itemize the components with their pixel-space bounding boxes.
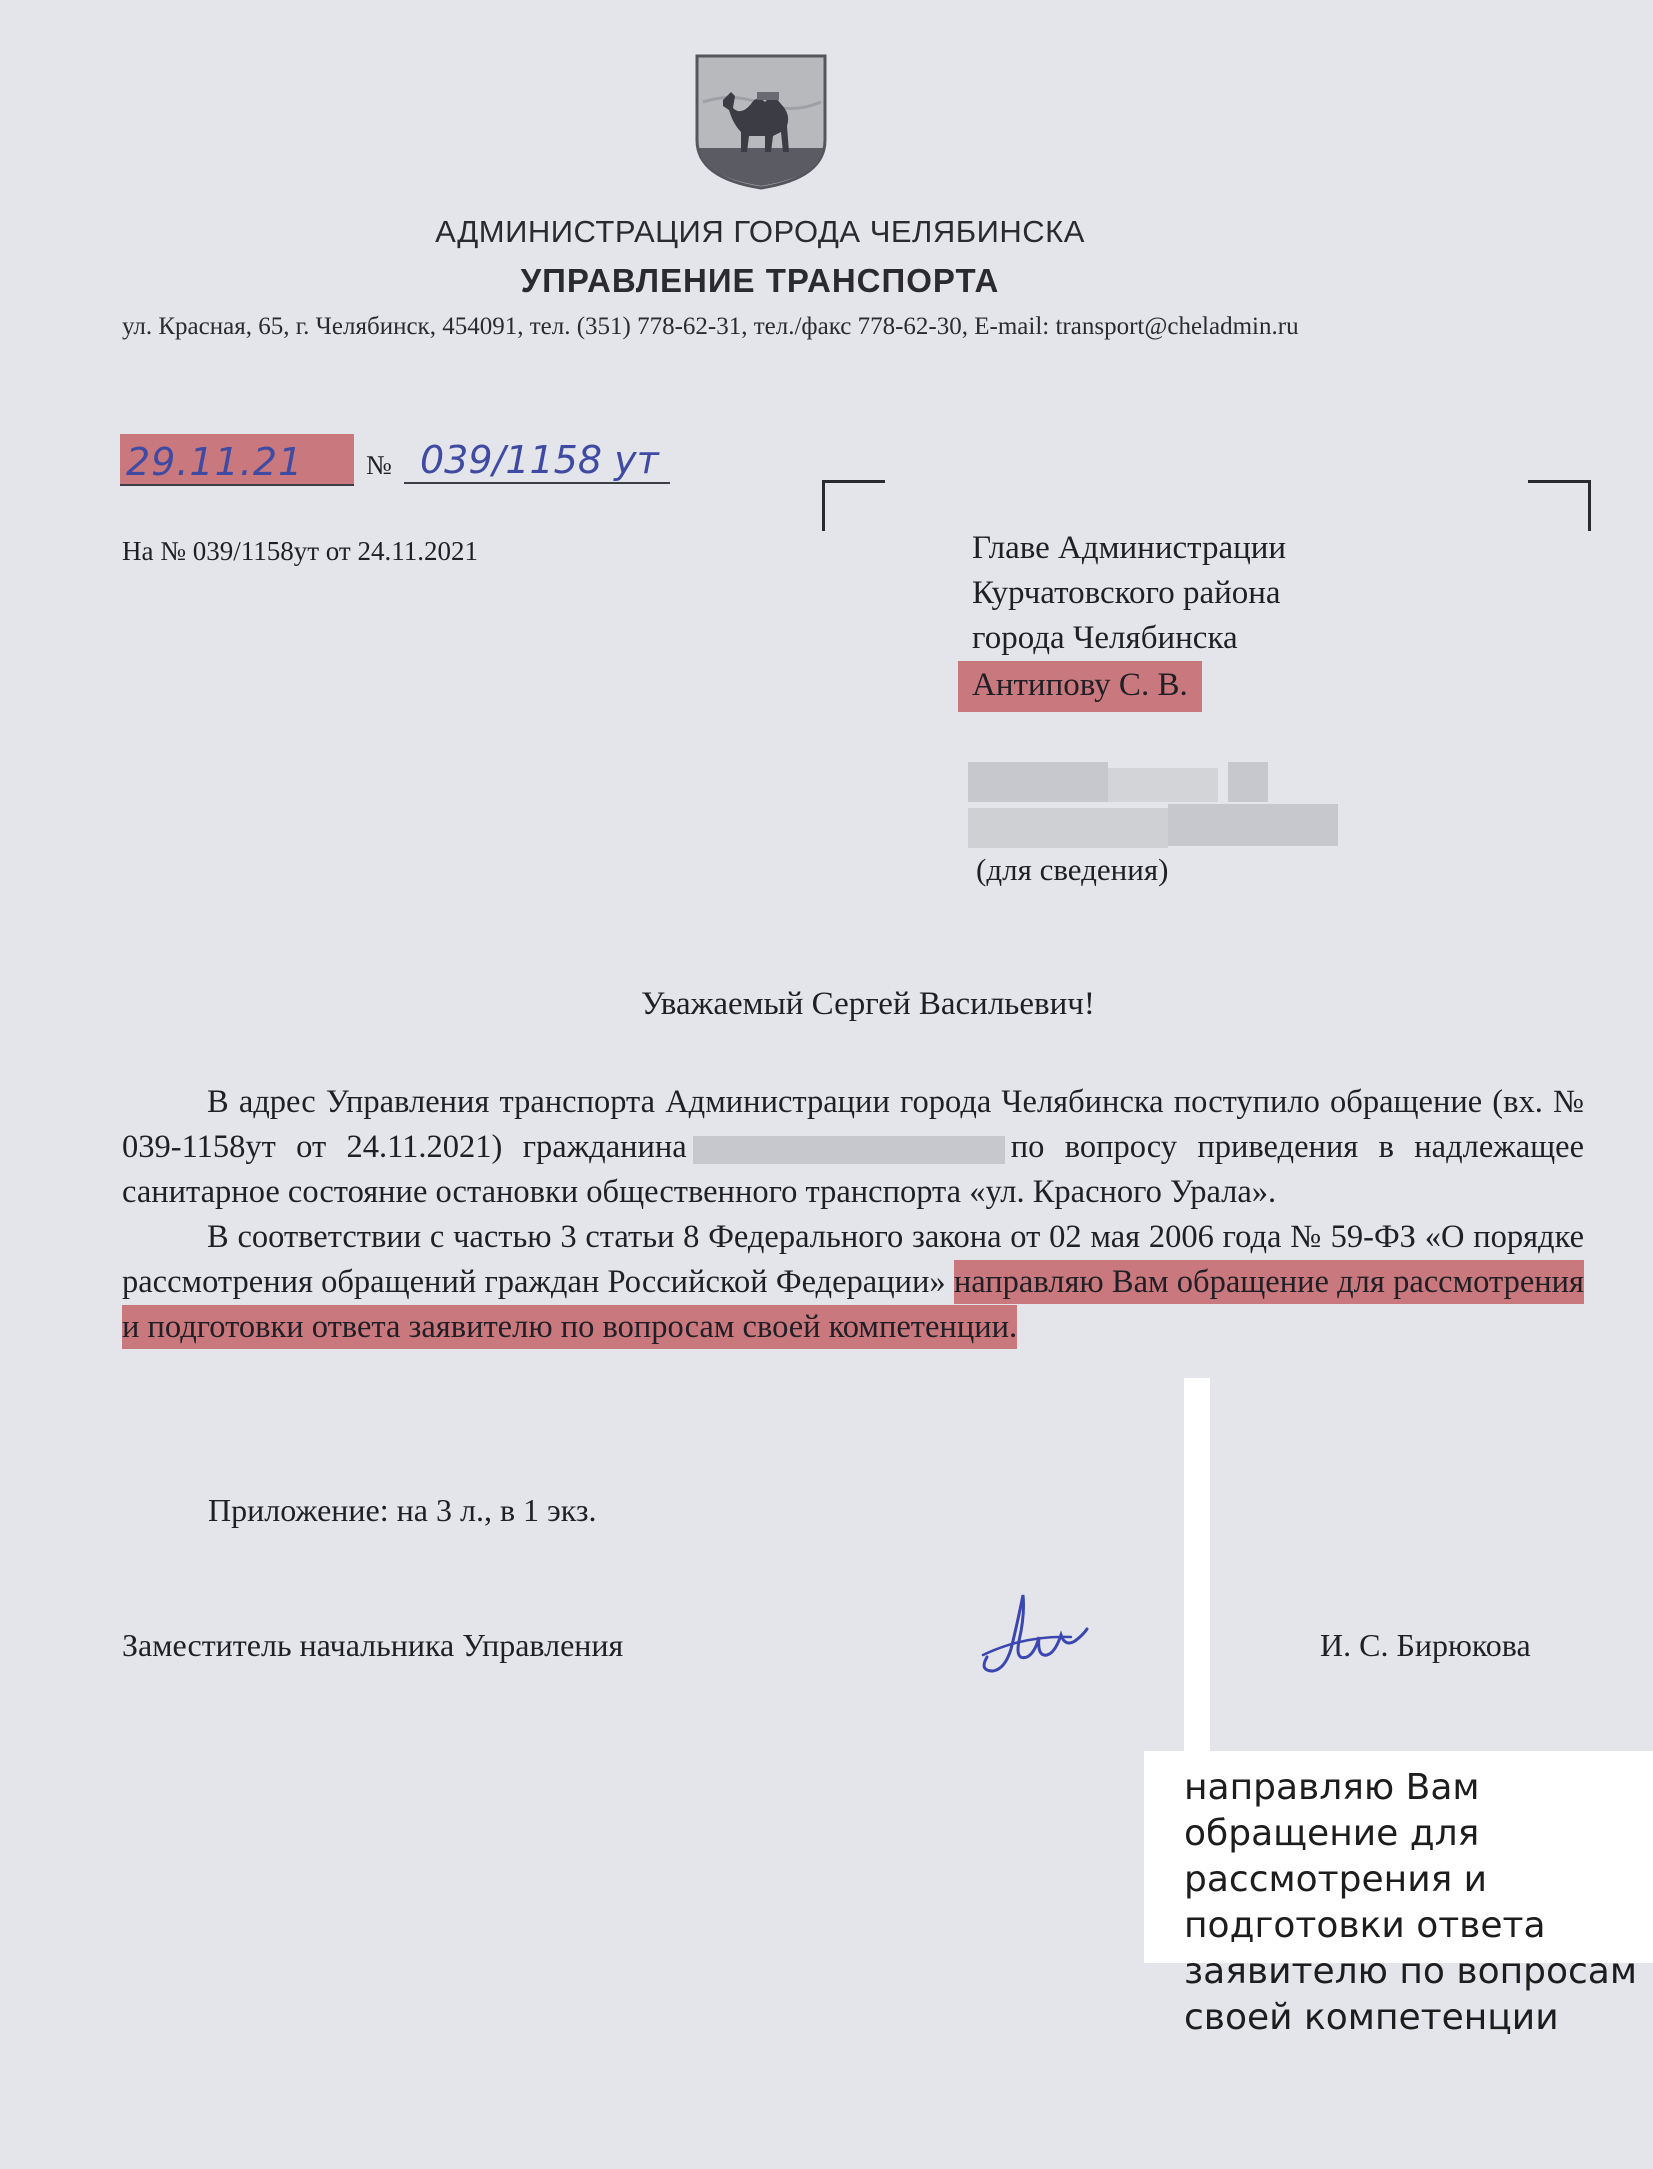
addressee-name: Антипову С. В.: [958, 661, 1202, 712]
addressee-block: [972, 526, 1286, 712]
addressee-line-1: Главе Администрации: [972, 530, 1287, 566]
redacted-citizen-name: [693, 1136, 1005, 1164]
number-sign: №: [366, 450, 392, 480]
organization-name: АДМИНИСТРАЦИЯ ГОРОДА ЧЕЛЯБИНСКА: [435, 214, 1085, 249]
addressee-line-3: города Челябинска: [972, 620, 1238, 656]
callout-pointer: [1184, 1378, 1210, 1758]
paragraph-2-start: В соответствии с частью 3 статьи 8 Федерального закона от 02 мая 2006 года № 59-ФЗ «О порядке рассмотрения обращений граждан Российской Федерации»: [122, 1219, 1584, 1300]
callout-text: направляю Вам обращение для рассмотрения и подготовки ответа заявителю по вопросам своей компетенции: [1184, 1767, 1638, 2038]
signer-position: Заместитель начальника Управления: [122, 1627, 624, 1663]
registration-date: 29.11.21: [126, 440, 304, 484]
paragraph-1: [122, 1080, 1584, 1215]
letter-body: [122, 1080, 1584, 1350]
callout-box: [1144, 1751, 1653, 2038]
organization-address: ул. Красная, 65, г. Челябинск, 454091, тел. (351) 778-62-31, тел./факс 778-62-30, E-mail: transport@cheladmin.ru: [122, 313, 1299, 340]
highlighted-request: направляю Вам обращение для рассмотрения и подготовки ответа заявителю по вопросам своей компетенции.: [122, 1260, 1584, 1349]
address-corner-right: [1528, 480, 1591, 531]
chelyabinsk-coat-of-arms-icon: [693, 52, 829, 192]
addressee-line-2: Курчатовского района: [972, 575, 1281, 611]
department-name: УПРАВЛЕНИЕ ТРАНСПОРТА: [520, 262, 1000, 299]
reference-line: На № 039/1158ут от 24.11.2021: [122, 536, 478, 566]
paragraph-2: [122, 1215, 1584, 1350]
address-corner-left: [822, 480, 885, 531]
redacted-recipient: [968, 760, 1338, 850]
date-underline: [120, 484, 354, 486]
signature-icon: [975, 1575, 1095, 1685]
registration-number: 039/1158 ут: [420, 438, 659, 482]
paragraph-1-end: по вопросу приведения в надлежащее санитарное состояние остановки общественного транспорта «ул. Красного Урала».: [122, 1129, 1584, 1210]
salutation: Уважаемый Сергей Васильевич!: [641, 986, 1095, 1022]
info-note: (для сведения): [976, 852, 1169, 887]
number-underline: [404, 482, 670, 484]
signer-name: И. С. Бирюкова: [1320, 1627, 1531, 1663]
attachment-note: Приложение: на 3 л., в 1 экз.: [208, 1492, 597, 1528]
paragraph-1-start: В адрес Управления транспорта Администрации города Челябинска поступило обращение (вх. № 039-1158ут от 24.11.2021) гражданина: [122, 1084, 1584, 1165]
